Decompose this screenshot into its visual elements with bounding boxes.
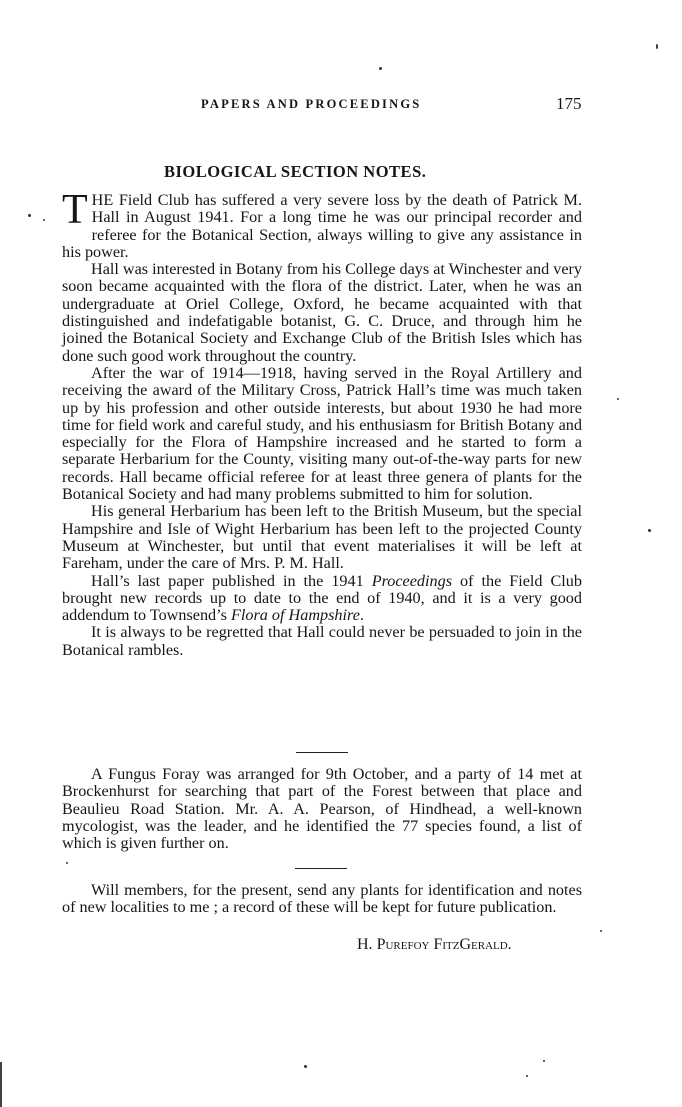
paragraph-6: It is always to be regretted that Hall could never be persuaded to join in the Botanical rambles.	[62, 623, 582, 659]
running-head: PAPERS AND PROCEEDINGS	[201, 97, 422, 111]
signature	[357, 936, 512, 954]
paragraph-request: Will members, for the present, send any plants for identification and notes of new localities to me ; a record of these will be kept for future publication.	[62, 881, 582, 917]
paragraph-5-text-b: of the Field Club brought new records up to date to the end of 1940, and it is a very good addendum to Townsend’s	[62, 571, 582, 625]
paragraph-2: Hall was interested in Botany from his College days at Winchester and very soon became acquainted with the flora of the district. Later, when he was an undergraduate at Oriel College, Oxford, he became acquainted with that distinguished and indefatigable botanist, G. C. Druce, and through him he joined the Botanical Society and Exchange Club of the British Isles which has done such good work throughout the country.	[62, 260, 582, 365]
scan-speck	[656, 44, 658, 49]
section-divider	[296, 752, 348, 753]
paragraph-5-text-a: Hall’s last paper published in the 1941	[91, 571, 372, 590]
paragraph-1-text: HE Field Club has suffered a very severe loss by the death of Patrick M. Hall in August 1941. For a long time he was our principal recorder and referee for the Botanical Section, always willing to give any assistance in his power.	[62, 191, 582, 261]
paragraph-5	[62, 573, 582, 625]
scan-speck	[648, 529, 651, 532]
proceedings-title: Proceedings	[371, 571, 453, 590]
scan-speck	[43, 219, 45, 221]
flora-title: Flora of Hampshire	[230, 606, 360, 625]
section-divider	[295, 868, 347, 869]
scan-speck	[617, 398, 619, 400]
fungus-foray-block	[62, 766, 582, 852]
paragraph-1	[62, 187, 582, 261]
scan-speck	[304, 1065, 307, 1068]
scan-speck	[66, 862, 68, 864]
paragraph-3: After the war of 1914—1918, having served in the Royal Artillery and receiving the award of the Military Cross, Patrick Hall’s time was much taken up by his profession and other outside interests, but about 1930 he had more time for field work and careful study, and his enthusiasm for British Botany and especially for the Flora of Hampshire increased and he started to form a separate Herbarium for the County, visiting many out-of-the-way parts for new records. Hall became official referee for at least three genera of plants for the Botanical Society and had many problems submitted to him for solution.	[62, 363, 582, 504]
scan-speck	[600, 930, 602, 932]
scan-edge-line	[0, 1062, 2, 1107]
paragraph-4: His general Herbarium has been left to the British Museum, but the special Hampshire and Isle of Wight Herbarium has been left to the projected County Museum at Winchester, but until that event materialises it will be left at Fareham, under the care of Mrs. P. M. Hall.	[62, 502, 582, 573]
paragraph-fungus-foray: A Fungus Foray was arranged for 9th October, and a party of 14 met at Brockenhurst for searching that part of the Forest between that place and Beaulieu Road Station. Mr. A. A. Pearson, of Hindhead, a well-known mycologist, was the leader, and he identified the 77 species found, a list of which is given further on.	[62, 765, 582, 853]
page-number: 175	[556, 94, 582, 113]
scan-speck	[526, 1075, 528, 1077]
signature-name-2: FitzGerald.	[433, 936, 512, 953]
drop-cap: T	[62, 187, 88, 233]
signature-initial: H.	[357, 936, 373, 953]
section-title: BIOLOGICAL SECTION NOTES.	[164, 162, 427, 181]
paragraph-5-text-c: .	[359, 606, 364, 625]
signature-name-1: Purefoy	[376, 936, 430, 953]
scan-speck	[28, 214, 31, 217]
scan-speck	[543, 1060, 545, 1062]
obituary-block	[62, 187, 582, 659]
request-block	[62, 882, 582, 917]
scan-speck	[379, 67, 382, 70]
